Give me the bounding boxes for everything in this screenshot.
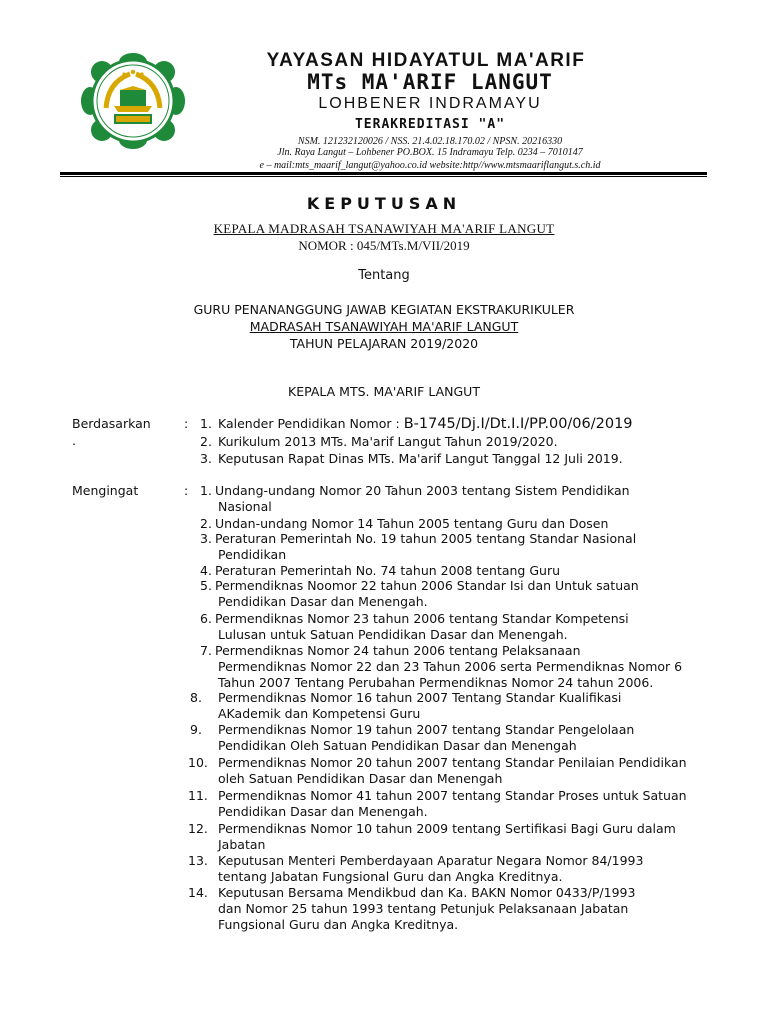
berdasarkan-item-text: Kalender Pendidikan Nomor : xyxy=(218,416,404,431)
mengingat-item-line: Permendiknas Nomor 24 tahun 2006 tentang Pelaksanaan xyxy=(215,643,581,658)
about-line-1: GURU PENANANGGUNG JAWAB KEGIATAN EKSTRAKURIKULER xyxy=(193,302,575,317)
mengingat-num: 7. xyxy=(200,643,212,658)
mengingat-item-line: Permendiknas Nomor 22 dan 23 Tahun 2006 serta Permendiknas Nomor 6 xyxy=(218,659,683,674)
mengingat-item-line: Permendiknas Nomor 19 tahun 2007 tentang Standar Pengelolaan xyxy=(218,722,635,737)
mengingat-label: Mengingat xyxy=(72,483,139,498)
mengingat-item-line: Pendidikan Dasar dan Menengah. xyxy=(218,804,428,819)
mengingat-item-line: Undang-undang Nomor 20 Tahun 2003 tentang Sistem Pendidikan xyxy=(215,483,630,498)
mengingat-num: 9. xyxy=(190,722,202,737)
mengingat-num: 1. xyxy=(200,483,212,498)
mengingat-item-line: Pendidikan Oleh Satuan Pendidikan Dasar dan Menengah xyxy=(218,738,577,753)
header-rule-thick xyxy=(60,172,707,175)
mengingat-num: 2. xyxy=(200,516,212,531)
school-contact: e – mail:mts_maarif_langut@yahoo.co.id website:http//www.mtsmaariflangut.s.ch.id xyxy=(259,160,601,171)
mengingat-item-line: Fungsional Guru dan Angka Kreditnya. xyxy=(218,917,459,932)
mengingat-item-line: oleh Satuan Pendidikan Dasar dan Menengah xyxy=(218,771,503,786)
mengingat-num: 3. xyxy=(200,531,212,546)
header-rule-thin xyxy=(60,176,707,177)
berdasarkan-num: 3. xyxy=(200,451,212,466)
school-name: MTs MA'ARIF LANGUT xyxy=(307,70,553,94)
mengingat-item-line: Pendidikan xyxy=(218,547,287,562)
mengingat-item-line: AKademik dan Kompetensi Guru xyxy=(218,706,421,721)
head-title: KEPALA MTS. MA'ARIF LANGUT xyxy=(288,384,480,399)
mengingat-item-line: Undan-undang Nomor 14 Tahun 2005 tentang Guru dan Dosen xyxy=(215,516,609,531)
mengingat-item-line: Permendiknas Nomor 16 tahun 2007 Tentang Standar Kualifikasi xyxy=(218,690,622,705)
mengingat-item-line: Jabatan xyxy=(218,837,266,852)
berdasarkan-label-dot: . xyxy=(72,433,76,448)
berdasarkan-num: 2. xyxy=(200,434,212,449)
mengingat-item-line: Pendidikan Dasar dan Menengah. xyxy=(218,594,428,609)
mengingat-num: 4. xyxy=(200,563,212,578)
document-number: NOMOR : 045/MTs.M/VII/2019 xyxy=(298,238,470,253)
mengingat-item-line: Permendiknas Nomor 41 tahun 2007 tentang Standar Proses untuk Satuan xyxy=(218,788,687,803)
berdasarkan-colon: : xyxy=(184,416,189,431)
mengingat-item-line: Permendiknas Nomor 10 tahun 2009 tentang Sertifikasi Bagi Guru dalam xyxy=(218,821,676,836)
berdasarkan-label: Berdasarkan xyxy=(72,416,151,431)
mengingat-num: 11. xyxy=(188,788,208,803)
mengingat-num: 14. xyxy=(188,885,208,900)
document-issuer: KEPALA MADRASAH TSANAWIYAH MA'ARIF LANGUT xyxy=(213,221,555,236)
foundation-name: YAYASAN HIDAYATUL MA'ARIF xyxy=(266,50,586,71)
berdasarkan-item: Kurikulum 2013 MTs. Ma'arif Langut Tahun 2019/2020. xyxy=(218,434,558,449)
school-location: LOHBENER INDRAMAYU xyxy=(318,95,542,112)
berdasarkan-item: Keputusan Rapat Dinas MTs. Ma'arif Langut Tanggal 12 Juli 2019. xyxy=(218,451,623,466)
mengingat-num: 5. xyxy=(200,578,212,593)
mengingat-num: 13. xyxy=(188,853,208,868)
tentang-label: Tentang xyxy=(358,268,410,283)
mengingat-item-line: dan Nomor 25 tahun 1993 tentang Petunjuk Pelaksanaan Jabatan xyxy=(218,901,629,916)
mengingat-item-line: Peraturan Pemerintah No. 74 tahun 2008 tentang Guru xyxy=(215,563,561,578)
mengingat-item-line: Tahun 2007 Tentang Perubahan Permendiknas Nomor 24 tahun 2006. xyxy=(218,675,654,690)
mengingat-item-line: Keputusan Bersama Mendikbud dan Ka. BAKN Nomor 0433/P/1993 xyxy=(218,885,636,900)
mengingat-colon: : xyxy=(184,483,189,498)
mengingat-item-line: Keputusan Menteri Pemberdayaan Aparatur Negara Nomor 84/1993 xyxy=(218,853,644,868)
berdasarkan-num: 1. xyxy=(200,416,212,431)
mengingat-item-line: Permendiknas Nomor 23 tahun 2006 tentang Standar Kompetensi xyxy=(215,611,629,626)
about-line-3: TAHUN PELAJARAN 2019/2020 xyxy=(289,336,479,351)
document-title: KEPUTUSAN xyxy=(306,194,462,213)
school-ids: NSM. 121232120026 / NSS. 21.4.02.18.170.02 / NPSN. 20216330 xyxy=(297,136,563,147)
school-address: Jln. Raya Langut – Lohbener PO.BOX. 15 Indramayu Telp. 0234 – 7010147 xyxy=(277,147,583,158)
mengingat-item-line: Lulusan untuk Satuan Pendidikan Dasar dan Menengah. xyxy=(218,627,568,642)
mengingat-num: 12. xyxy=(188,821,208,836)
mengingat-item-line: Nasional xyxy=(218,499,272,514)
berdasarkan-item xyxy=(218,416,633,432)
accreditation: TERAKREDITASI "A" xyxy=(354,117,506,132)
mengingat-item-line: tentang Jabatan Fungsional Guru dan Angka Kreditnya. xyxy=(218,869,563,884)
mengingat-item-line: Peraturan Pemerintah No. 19 tahun 2005 tentang Standar Nasional xyxy=(215,531,637,546)
mengingat-num: 6. xyxy=(200,611,212,626)
mengingat-num: 10. xyxy=(188,755,208,770)
mengingat-num: 8. xyxy=(190,690,202,705)
mengingat-item-line: Permendiknas Noomor 22 tahun 2006 Standar Isi dan Untuk satuan xyxy=(215,578,639,593)
berdasarkan-item-code: B-1745/Dj.I/Dt.I.I/PP.00/06/2019 xyxy=(403,416,633,432)
mengingat-item-line: Permendiknas Nomor 20 tahun 2007 tentang Standar Penilaian Pendidikan xyxy=(218,755,687,770)
about-line-2: MADRASAH TSANAWIYAH MA'ARIF LANGUT xyxy=(249,319,519,334)
